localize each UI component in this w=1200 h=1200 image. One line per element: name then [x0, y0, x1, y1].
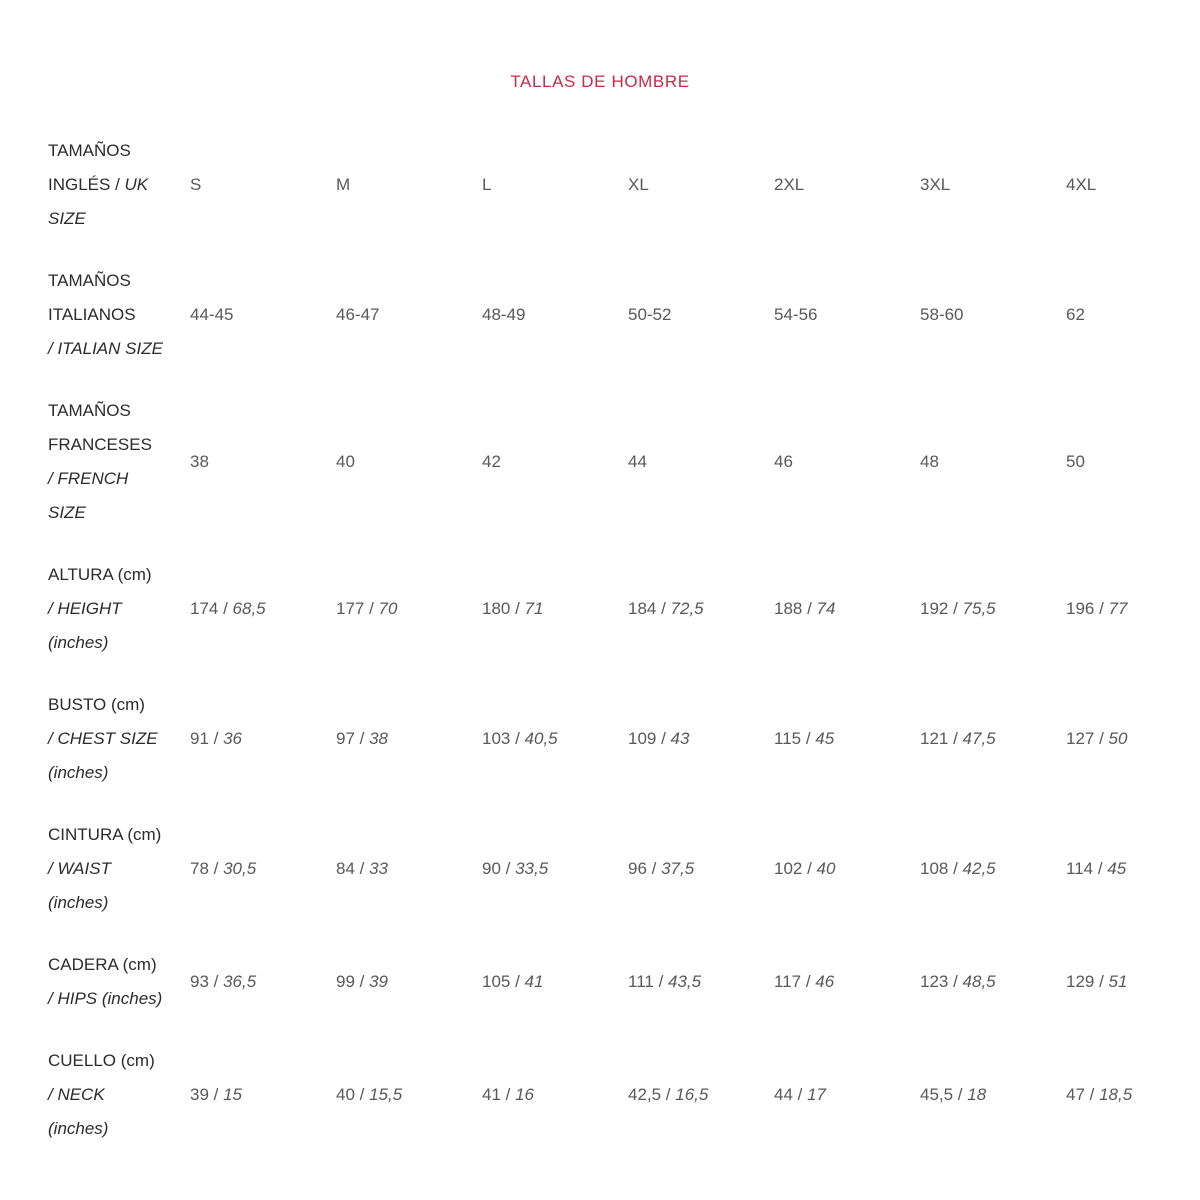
cell-value-inches: 36,5	[223, 972, 257, 991]
size-cell	[920, 452, 1066, 472]
size-cell	[336, 305, 482, 325]
cell-value-inches: 71	[524, 599, 544, 618]
label-line	[48, 202, 190, 236]
cell-value-inches: 43,5	[668, 972, 702, 991]
cell-value-cm: 97 /	[336, 729, 370, 748]
cell-value-cm: 42,5 /	[628, 1085, 676, 1104]
size-cell	[190, 729, 336, 749]
label-text-italic: SIZE	[48, 503, 86, 522]
label-line	[48, 428, 190, 462]
cell-value-cm: 99 /	[336, 972, 370, 991]
size-cell	[628, 452, 774, 472]
cell-value-cm: 45,5 /	[920, 1085, 968, 1104]
cell-value-inches: 43	[670, 729, 690, 748]
cell-value-inches: 47,5	[962, 729, 996, 748]
cell-value-cm: 121 /	[920, 729, 963, 748]
label-text-italic: / FRENCH	[48, 469, 129, 488]
label-line	[48, 1044, 190, 1078]
label-text: BUSTO (cm)	[48, 695, 145, 714]
label-line	[48, 168, 190, 202]
cell-value-cm: 62	[1066, 305, 1085, 324]
size-cell	[920, 859, 1066, 879]
size-cell	[774, 175, 920, 195]
size-cell	[336, 452, 482, 472]
cell-value-inches: 74	[816, 599, 836, 618]
cell-value-cm: 114 /	[1066, 859, 1108, 878]
cell-value-cm: 2XL	[774, 175, 805, 194]
size-cell	[920, 175, 1066, 195]
label-line	[48, 722, 190, 756]
size-cell	[628, 305, 774, 325]
cell-value-cm: M	[336, 175, 351, 194]
cell-value-cm: 105 /	[482, 972, 525, 991]
cell-value-inches: 75,5	[962, 599, 996, 618]
size-cell	[628, 599, 774, 619]
cell-value-cm: 40	[336, 452, 355, 471]
size-cell	[1066, 972, 1200, 992]
label-text-italic: / HEIGHT	[48, 599, 122, 618]
cell-value-cm: 78 /	[190, 859, 224, 878]
cell-value-cm: 54-56	[774, 305, 818, 324]
label-line	[48, 264, 190, 298]
size-cell	[190, 1085, 336, 1105]
size-cell	[920, 305, 1066, 325]
size-cell	[1066, 305, 1200, 325]
cell-value-cm: 84 /	[336, 859, 370, 878]
label-line	[48, 688, 190, 722]
cell-value-cm: 117 /	[774, 972, 816, 991]
cell-value-cm: 108 /	[920, 859, 963, 878]
size-cell	[482, 729, 628, 749]
label-text: CADERA (cm)	[48, 955, 157, 974]
size-cell	[190, 599, 336, 619]
table-row-uk-size	[48, 120, 1200, 250]
row-label	[48, 818, 190, 920]
cell-value-inches: 16,5	[675, 1085, 709, 1104]
cell-value-cm: 188 /	[774, 599, 817, 618]
size-cell	[190, 175, 336, 195]
size-cell	[774, 452, 920, 472]
cell-value-cm: 127 /	[1066, 729, 1109, 748]
size-cell	[920, 599, 1066, 619]
cell-value-cm: 123 /	[920, 972, 963, 991]
size-cell	[482, 599, 628, 619]
label-line	[48, 558, 190, 592]
label-text-italic: SIZE	[48, 209, 86, 228]
cell-value-inches: 17	[807, 1085, 827, 1104]
cell-value-inches: 33,5	[515, 859, 549, 878]
cell-value-cm: 129 /	[1066, 972, 1109, 991]
row-label	[48, 394, 190, 530]
table-row-waist	[48, 804, 1200, 934]
table-row-neck	[48, 1030, 1200, 1160]
label-text-italic: / WAIST	[48, 859, 111, 878]
cell-value-cm: 46	[774, 452, 793, 471]
size-cell	[1066, 1085, 1200, 1105]
cell-value-cm: 184 /	[628, 599, 671, 618]
row-label	[48, 264, 190, 366]
size-cell	[628, 729, 774, 749]
cell-value-cm: 47 /	[1066, 1085, 1100, 1104]
label-text: CUELLO (cm)	[48, 1051, 155, 1070]
cell-value-cm: 96 /	[628, 859, 662, 878]
table-row-chest	[48, 674, 1200, 804]
label-line	[48, 818, 190, 852]
cell-value-inches: 51	[1108, 972, 1128, 991]
label-text: ITALIANOS	[48, 305, 136, 324]
label-text-italic: / ITALIAN SIZE	[48, 339, 163, 358]
cell-value-cm: L	[482, 175, 492, 194]
label-line	[48, 496, 190, 530]
cell-value-cm: 41 /	[482, 1085, 516, 1104]
cell-value-inches: 42,5	[962, 859, 996, 878]
size-cell	[628, 972, 774, 992]
cell-value-inches: 50	[1108, 729, 1128, 748]
cell-value-cm: 44	[628, 452, 647, 471]
size-cell	[1066, 859, 1200, 879]
size-table	[0, 120, 1200, 1160]
cell-value-inches: 33	[369, 859, 389, 878]
size-cell	[190, 305, 336, 325]
label-line	[48, 948, 190, 982]
cell-value-cm: 4XL	[1066, 175, 1097, 194]
row-label	[48, 948, 190, 1016]
size-cell	[774, 729, 920, 749]
label-line	[48, 756, 190, 790]
size-cell	[190, 972, 336, 992]
cell-value-inches: 40	[816, 859, 836, 878]
size-cell	[774, 599, 920, 619]
cell-value-inches: 70	[378, 599, 398, 618]
page-title: TALLAS DE HOMBRE	[510, 72, 690, 91]
size-cell	[336, 729, 482, 749]
cell-value-cm: 38	[190, 452, 209, 471]
cell-value-cm: 50	[1066, 452, 1085, 471]
cell-value-inches: 77	[1108, 599, 1128, 618]
cell-value-inches: 38	[369, 729, 389, 748]
size-cell	[628, 1085, 774, 1105]
size-cell	[482, 859, 628, 879]
label-line	[48, 462, 190, 496]
size-cell	[336, 599, 482, 619]
label-text-italic: (inches)	[48, 763, 109, 782]
size-cell	[1066, 599, 1200, 619]
size-cell	[1066, 729, 1200, 749]
cell-value-cm: 93 /	[190, 972, 224, 991]
cell-value-inches: 41	[524, 972, 544, 991]
label-text: INGLÉS /	[48, 175, 125, 194]
cell-value-cm: 174 /	[190, 599, 233, 618]
size-cell	[482, 305, 628, 325]
row-label	[48, 1044, 190, 1146]
size-cell	[482, 972, 628, 992]
size-cell	[774, 1085, 920, 1105]
cell-value-inches: 45	[815, 729, 835, 748]
size-cell	[774, 859, 920, 879]
cell-value-inches: 16	[515, 1085, 535, 1104]
label-text: TAMAÑOS	[48, 401, 131, 420]
cell-value-cm: 91 /	[190, 729, 224, 748]
label-line	[48, 982, 190, 1016]
cell-value-cm: 111 /	[628, 972, 669, 991]
label-text-italic: / NECK	[48, 1085, 105, 1104]
cell-value-inches: 48,5	[962, 972, 996, 991]
row-label	[48, 688, 190, 790]
table-row-hips	[48, 934, 1200, 1030]
size-cell	[774, 972, 920, 992]
cell-value-inches: 72,5	[670, 599, 704, 618]
cell-value-cm: S	[190, 175, 202, 194]
cell-value-cm: 109 /	[628, 729, 671, 748]
size-cell	[482, 175, 628, 195]
label-text: CINTURA (cm)	[48, 825, 162, 844]
label-text-italic: (inches)	[48, 633, 109, 652]
size-cell	[336, 175, 482, 195]
size-cell	[628, 859, 774, 879]
cell-value-cm: 48-49	[482, 305, 526, 324]
cell-value-cm: 180 /	[482, 599, 525, 618]
label-text: TAMAÑOS	[48, 141, 131, 160]
cell-value-cm: 44-45	[190, 305, 234, 324]
size-cell	[336, 1085, 482, 1105]
label-text: FRANCESES	[48, 435, 152, 454]
cell-value-inches: 40,5	[524, 729, 558, 748]
cell-value-inches: 39	[369, 972, 389, 991]
cell-value-inches: 30,5	[223, 859, 257, 878]
cell-value-cm: 42	[482, 452, 501, 471]
cell-value-inches: 36	[223, 729, 243, 748]
label-line	[48, 886, 190, 920]
label-line	[48, 134, 190, 168]
cell-value-cm: 44 /	[774, 1085, 808, 1104]
cell-value-inches: 45	[1107, 859, 1127, 878]
cell-value-cm: 39 /	[190, 1085, 224, 1104]
cell-value-inches: 18,5	[1099, 1085, 1133, 1104]
cell-value-cm: 50-52	[628, 305, 672, 324]
table-row-height	[48, 544, 1200, 674]
label-line	[48, 298, 190, 332]
cell-value-inches: 15	[223, 1085, 243, 1104]
label-text-italic: UK	[124, 175, 149, 194]
label-line	[48, 852, 190, 886]
label-text: ALTURA (cm)	[48, 565, 152, 584]
cell-value-cm: 40 /	[336, 1085, 370, 1104]
cell-value-inches: 37,5	[661, 859, 695, 878]
size-cell	[482, 452, 628, 472]
cell-value-inches: 15,5	[369, 1085, 403, 1104]
size-cell	[774, 305, 920, 325]
cell-value-cm: 102 /	[774, 859, 817, 878]
size-cell	[336, 859, 482, 879]
cell-value-inches: 68,5	[232, 599, 266, 618]
size-cell	[628, 175, 774, 195]
size-cell	[190, 452, 336, 472]
size-cell	[1066, 452, 1200, 472]
label-text-italic: (inches)	[48, 1119, 109, 1138]
cell-value-cm: 90 /	[482, 859, 516, 878]
size-cell	[1066, 175, 1200, 195]
row-label	[48, 558, 190, 660]
label-text-italic: / HIPS (inches)	[48, 989, 163, 1008]
size-cell	[920, 729, 1066, 749]
label-line	[48, 1078, 190, 1112]
cell-value-cm: 103 /	[482, 729, 525, 748]
cell-value-inches: 46	[815, 972, 835, 991]
label-line	[48, 394, 190, 428]
label-line	[48, 626, 190, 660]
label-text-italic: (inches)	[48, 893, 109, 912]
cell-value-cm: XL	[628, 175, 649, 194]
cell-value-cm: 177 /	[336, 599, 379, 618]
cell-value-cm: 58-60	[920, 305, 964, 324]
row-label	[48, 134, 190, 236]
cell-value-inches: 18	[967, 1085, 987, 1104]
label-text-italic: / CHEST SIZE	[48, 729, 158, 748]
table-row-french-size	[48, 380, 1200, 544]
size-cell	[920, 972, 1066, 992]
cell-value-cm: 48	[920, 452, 939, 471]
size-cell	[482, 1085, 628, 1105]
size-cell	[190, 859, 336, 879]
size-cell	[336, 972, 482, 992]
cell-value-cm: 196 /	[1066, 599, 1109, 618]
cell-value-cm: 3XL	[920, 175, 951, 194]
table-row-italian-size	[48, 250, 1200, 380]
cell-value-cm: 46-47	[336, 305, 380, 324]
cell-value-cm: 115 /	[774, 729, 816, 748]
cell-value-cm: 192 /	[920, 599, 963, 618]
label-text: TAMAÑOS	[48, 271, 131, 290]
label-line	[48, 592, 190, 626]
size-cell	[920, 1085, 1066, 1105]
label-line	[48, 1112, 190, 1146]
label-line	[48, 332, 190, 366]
